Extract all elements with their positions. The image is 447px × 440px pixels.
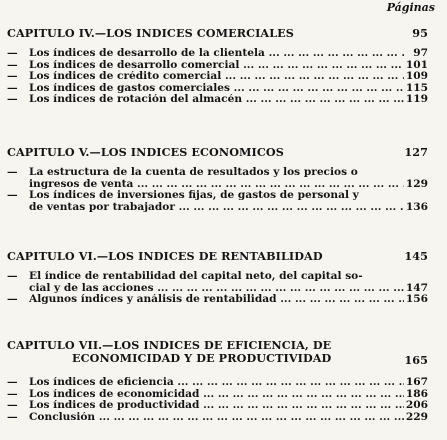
entry-page-number: 115 — [405, 81, 428, 94]
entry-dash: — — [7, 189, 18, 202]
entry-page-number: 206 — [405, 399, 428, 412]
toc-entry — [7, 94, 428, 106]
entry-dash: — — [7, 376, 18, 388]
entry-dash: — — [7, 70, 18, 83]
chapter-title — [7, 338, 428, 368]
chapter-title — [7, 145, 428, 159]
entry-list — [7, 167, 428, 213]
entry-text-line-2: ingresos de venta ... . — [29, 179, 404, 191]
chapter-title-line-2: ECONOMICIDAD Y DE PRODUCTIVIDAD — [72, 351, 332, 365]
chapter-page-number: 95 — [412, 26, 428, 40]
entry-page-number: 136 — [405, 200, 428, 213]
entry-page-number: 109 — [405, 70, 428, 83]
entry-text: Los índices de eficiencia ... . — [29, 377, 404, 389]
entry-text: Los índices de gastos comerciales ... . — [29, 83, 404, 95]
entry-text-line-2: de ventas por trabajador ... . — [29, 202, 404, 214]
chapter-vii — [7, 338, 428, 423]
chapter-title-text: CAPITULO IV.—LOS INDICES COMERCIALES — [7, 26, 294, 40]
entry-page-number: 101 — [405, 58, 428, 71]
toc-entry — [7, 389, 428, 401]
chapter-v — [7, 145, 428, 213]
entry-page-number: 156 — [405, 293, 428, 306]
chapter-title-line-1: CAPITULO VII.—LOS INDICES DE EFICIENCIA, DE — [7, 338, 332, 352]
entry-list — [7, 377, 428, 423]
entry-dash: — — [7, 399, 18, 412]
entry-page-number: 167 — [405, 376, 428, 388]
toc-entry — [7, 190, 428, 213]
entry-text-line-1: El índice de rentabilidad del capital neto, del capital so- — [29, 271, 363, 282]
entry-page-number: 119 — [405, 93, 428, 106]
entry-text: Los índices de productividad ... . — [29, 400, 404, 412]
chapter-title — [7, 249, 428, 263]
chapter-page-number: 127 — [404, 145, 428, 159]
entry-text: Conclusión ... . — [29, 412, 404, 424]
entry-dash: — — [7, 47, 18, 59]
chapter-title-text: CAPITULO V.—LOS INDICES ECONOMICOS — [7, 145, 284, 159]
toc-entry — [7, 377, 428, 389]
entry-text: Los índices de rotación del almacén ... . — [29, 94, 404, 106]
entry-page-number: 186 — [405, 387, 428, 400]
entry-page-number: 229 — [405, 410, 428, 423]
toc-entry — [7, 294, 428, 306]
toc-entry — [7, 60, 428, 72]
chapter-vi — [7, 249, 428, 306]
pages-column-header: Páginas — [386, 1, 435, 14]
entry-dash: — — [7, 387, 18, 400]
entry-page-number: 129 — [405, 177, 428, 190]
entry-text-line-1: Los índices de inversiones fijas, de gastos de personal y — [29, 190, 359, 202]
entry-text: Algunos índices y análisis de rentabilidad ... . — [29, 294, 404, 306]
entry-text-line-1: La estructura de la cuenta de resultados y los precios o — [29, 167, 358, 178]
toc-entry — [7, 83, 428, 95]
entry-list — [7, 271, 428, 306]
entry-text-line-2: cial y de las acciones ... . — [29, 283, 404, 295]
toc-entry — [7, 271, 428, 294]
chapter-page-number: 165 — [404, 353, 428, 367]
chapter-title — [7, 26, 428, 40]
entry-list — [7, 48, 428, 106]
toc-entry — [7, 412, 428, 424]
entry-page-number: 97 — [413, 47, 428, 59]
entry-dash: — — [7, 93, 18, 106]
entry-dash: — — [7, 166, 18, 178]
entry-text: Los índices de economicidad ... . — [29, 389, 404, 401]
entry-text: Los índices de desarrollo de la clientela ... . — [29, 48, 404, 60]
entry-dash: — — [7, 410, 18, 423]
entry-page-number: 147 — [405, 281, 428, 294]
toc-entry — [7, 167, 428, 190]
entry-text: Los índices de crédito comercial ... . — [29, 71, 404, 83]
chapter-page-number: 145 — [404, 249, 428, 263]
entry-dash: — — [7, 293, 18, 306]
entry-dash: — — [7, 270, 18, 282]
toc-entry — [7, 48, 428, 60]
entry-dash: — — [7, 58, 18, 71]
toc-entry — [7, 71, 428, 83]
chapter-iv — [7, 26, 428, 106]
entry-text: Los índices de desarrollo comercial ... . — [29, 60, 404, 72]
entry-dash: — — [7, 81, 18, 94]
chapter-title-text: CAPITULO VI.—LOS INDICES DE RENTABILIDAD — [7, 249, 323, 263]
toc-entry — [7, 400, 428, 412]
